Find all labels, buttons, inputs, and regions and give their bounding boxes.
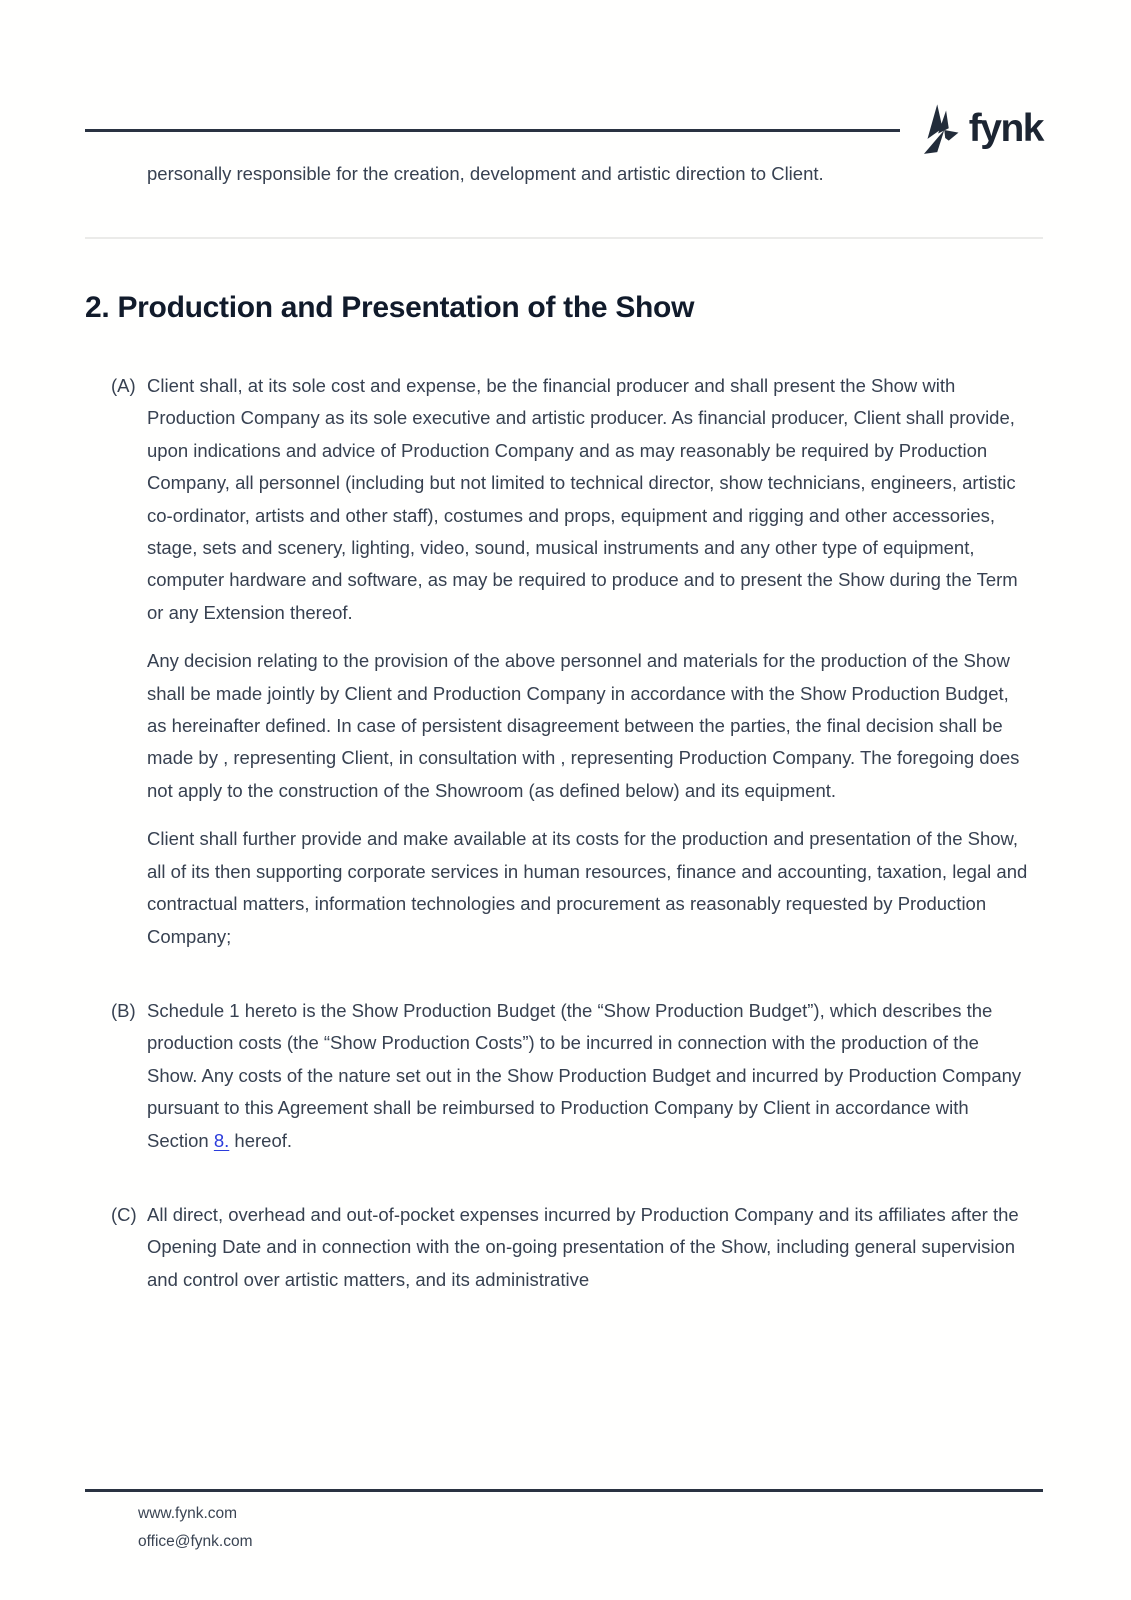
clause-item-b bbox=[85, 995, 1029, 1157]
fynk-logo bbox=[916, 104, 1043, 156]
header-rule bbox=[85, 129, 900, 132]
clause-label-a: (A) bbox=[111, 375, 136, 396]
clause-b-text-after-link: hereof. bbox=[229, 1129, 293, 1151]
clause-b-text-before-link: Schedule 1 hereto is the Show Production Budget (the “Show Production Budget”), which describes the production costs (the “Show Production Costs”) to be incurred in connection with the production of the Show. Any costs of the nature set out in the Show Production Budget and incurred by Production Company pursuant to this Agreement shall be reimbursed to Production Company by Client in accordance with Section bbox=[147, 999, 1022, 1151]
page-footer bbox=[138, 1500, 253, 1556]
clause-label-b: (B) bbox=[111, 999, 136, 1021]
section-divider bbox=[85, 237, 1043, 239]
section-heading: 2. Production and Presentation of the Show bbox=[85, 291, 695, 324]
clause-a-paragraph-3: Client shall further provide and make available at its costs for the production and presentation of the Show, all of its then supporting corporate services in human resources, finance and accounting, taxation, legal and contractual matters, information technologies and procurement as reasonably requested by Production Company; bbox=[147, 828, 1028, 947]
clause-b-paragraph bbox=[147, 995, 1029, 1157]
intro-paragraph: personally responsible for the creation, development and artistic direction to Client. bbox=[147, 163, 824, 184]
clause-c-paragraph: All direct, overhead and out-of-pocket expenses incurred by Production Company and its affiliates after the Opening Date and in connection with the on-going presentation of the Show, including general supervision and control over artistic matters, and its administrative bbox=[147, 1203, 1019, 1290]
page-header bbox=[85, 102, 1043, 158]
footer-website: www.fynk.com bbox=[138, 1505, 238, 1522]
origami-crane-icon bbox=[916, 104, 962, 156]
section-8-link[interactable]: 8. bbox=[213, 1129, 230, 1151]
clause-label-c: (C) bbox=[111, 1203, 137, 1225]
clause-item-a bbox=[85, 370, 1029, 953]
clause-list bbox=[85, 370, 1029, 1296]
clause-a-paragraph-1: Client shall, at its sole cost and expense, be the financial producer and shall present the Show with Production Company as its sole executive and artistic producer. As financial producer, Client shall provide, upon indications and advice of Production Company and as may reasonably be required by Production Company, all personnel (including but not limited to technical director, show technicians, engineers, artistic co-ordinator, artists and other staff), costumes and props, equipment and rigging and other accessories, stage, sets and scenery, lighting, video, sound, musical instruments and any other type of equipment, computer hardware and software, as may be required to produce and to present the Show during the Term or any Extension thereof. bbox=[147, 375, 1018, 623]
footer-rule bbox=[85, 1489, 1043, 1492]
footer-email: office@fynk.com bbox=[138, 1533, 253, 1550]
clause-item-c bbox=[85, 1199, 1029, 1296]
brand-text: fynk bbox=[968, 106, 1043, 150]
clause-a-paragraph-2: Any decision relating to the provision of the above personnel and materials for the production of the Show shall be made jointly by Client and Production Company in accordance with the Show Production Budget, as hereinafter defined. In case of persistent disagreement between the parties, the final decision shall be made by , representing Client, in consultation with , representing Production Company. The foregoing does not apply to the construction of the Showroom (as defined below) and its equipment. bbox=[147, 650, 1020, 801]
